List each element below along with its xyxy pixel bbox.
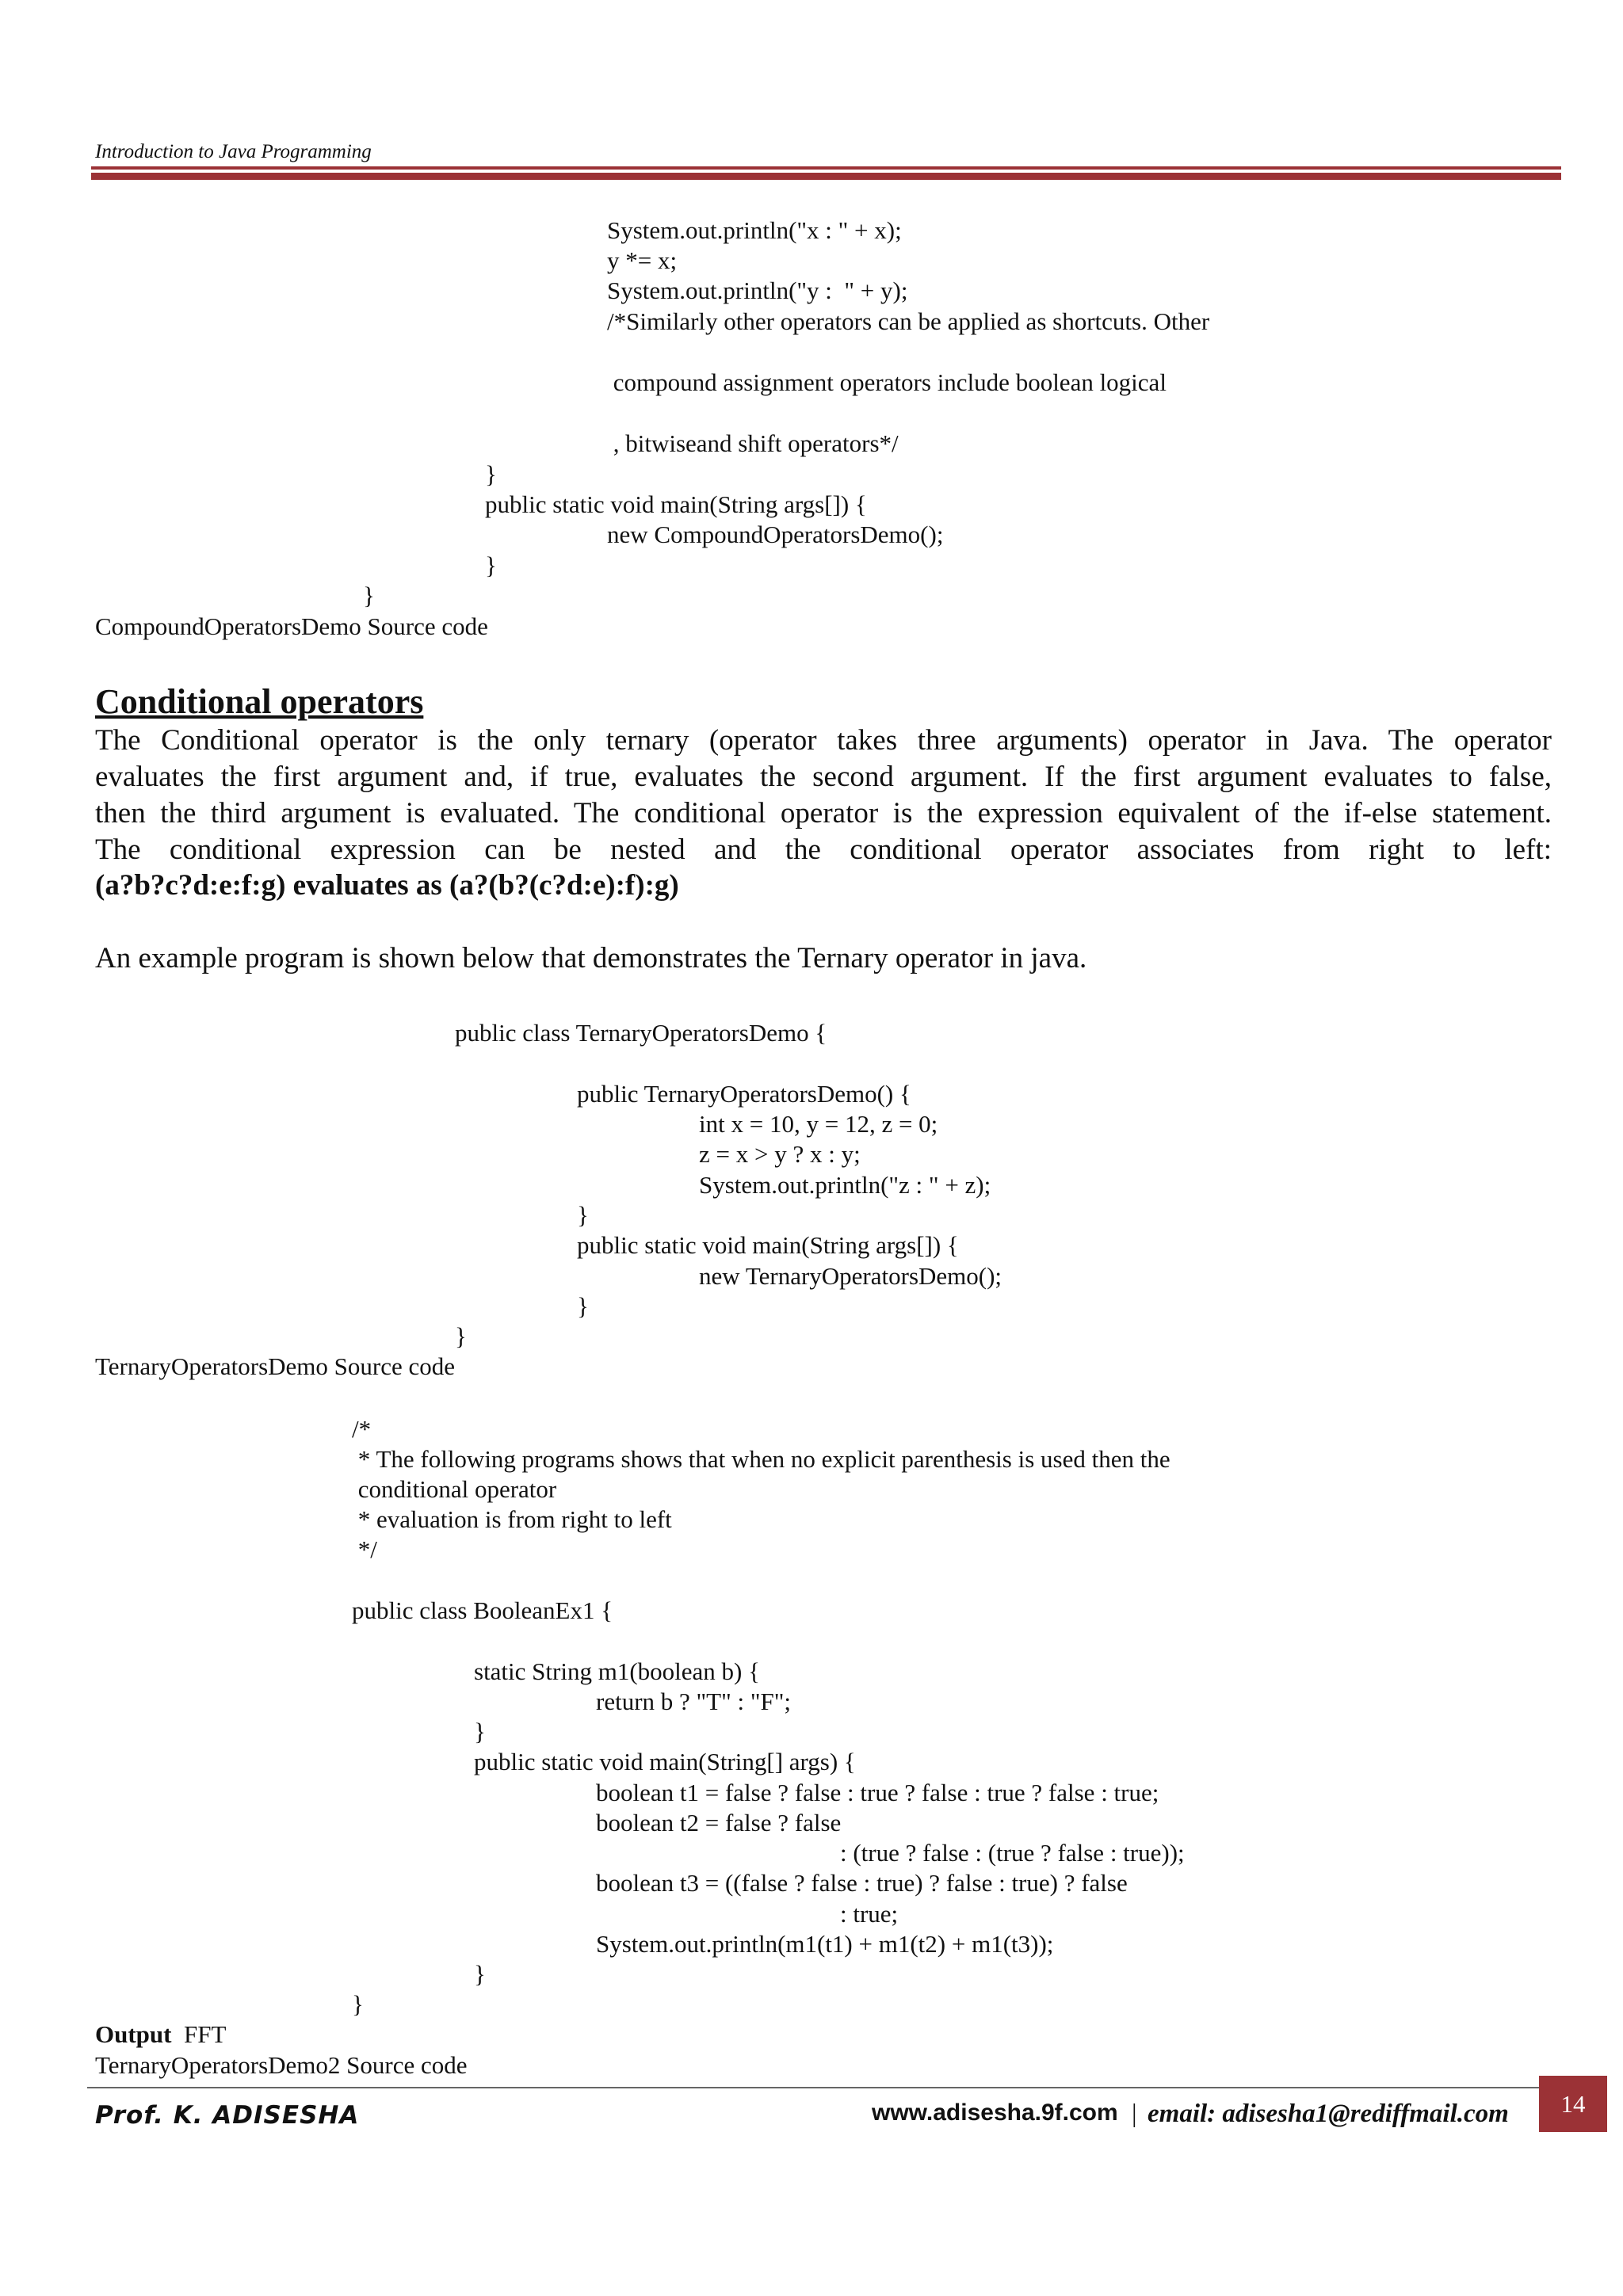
code-line: public class TernaryOperatorsDemo { xyxy=(455,1019,827,1047)
code-line: } xyxy=(485,460,497,488)
paragraph-line: evaluates the first argument and, if true, evaluates the second argument. If the first argument evaluates to false, xyxy=(95,761,1552,793)
code-line: , bitwiseand shift operators*/ xyxy=(607,429,899,457)
footer-website: www.adisesha.9f.com xyxy=(872,2100,1118,2126)
code-line: static String m1(boolean b) { xyxy=(474,1657,760,1685)
output-line xyxy=(95,2019,226,2050)
code-line: /* xyxy=(352,1415,372,1443)
code-line: } xyxy=(363,582,375,609)
paragraph-line: The conditional expression can be nested and the conditional operator associates from right to left: xyxy=(95,833,1552,866)
source-caption: TernaryOperatorsDemo2 Source code xyxy=(95,2051,468,2079)
code-line: System.out.println("z : " + z); xyxy=(699,1171,991,1199)
code-line: } xyxy=(577,1292,589,1320)
nesting-example: (a?b?c?d:e:f:g) evaluates as (a?(b?(c?d:e):f):g) xyxy=(95,869,679,902)
code-line: boolean t1 = false ? false : true ? false : true ? false : true; xyxy=(596,1779,1159,1806)
code-line: public TernaryOperatorsDemo() { xyxy=(577,1080,911,1108)
code-line: } xyxy=(455,1322,467,1350)
source-caption: CompoundOperatorsDemo Source code xyxy=(95,612,488,640)
code-line: System.out.println("y : " + y); xyxy=(607,277,908,304)
section-heading: Conditional operators xyxy=(95,682,424,721)
code-line: public class BooleanEx1 { xyxy=(352,1596,613,1624)
code-line: } xyxy=(485,551,497,579)
code-line: conditional operator xyxy=(352,1475,557,1503)
footer-email: email: adisesha1@rediffmail.com xyxy=(1148,2100,1509,2128)
running-header: Introduction to Java Programming xyxy=(95,141,372,162)
footer-rule xyxy=(87,2087,1545,2088)
code-line: } xyxy=(577,1201,589,1229)
paragraph-line: The Conditional operator is the only ternary (operator takes three arguments) operator in Java. The operator xyxy=(95,724,1552,757)
source-caption: TernaryOperatorsDemo Source code xyxy=(95,1352,456,1380)
code-line: public static void main(String[] args) { xyxy=(474,1748,856,1775)
code-line: y *= x; xyxy=(607,246,678,274)
paragraph-line: then the third argument is evaluated. The conditional operator is the expression equivalent of the if-else statement. xyxy=(95,797,1552,830)
code-line: System.out.println("x : " + x); xyxy=(607,216,902,244)
code-line: return b ? "T" : "F"; xyxy=(596,1688,792,1715)
output-value: FFT xyxy=(183,2020,227,2048)
code-line: boolean t3 = ((false ? false : true) ? false : true) ? false xyxy=(596,1869,1128,1897)
page-number: 14 xyxy=(1539,2076,1607,2132)
code-line: public static void main(String args[]) { xyxy=(577,1231,959,1259)
code-line: } xyxy=(352,1990,364,2018)
code-line: } xyxy=(474,1718,486,1745)
output-label: Output xyxy=(95,2020,172,2048)
code-line: : true; xyxy=(840,1900,899,1928)
code-line: new TernaryOperatorsDemo(); xyxy=(699,1262,1002,1290)
code-line: : (true ? false : (true ? false : true)); xyxy=(840,1839,1185,1867)
code-line: public static void main(String args[]) { xyxy=(485,490,867,518)
code-line: /*Similarly other operators can be applied as shortcuts. Other xyxy=(607,307,1210,335)
footer-separator: | xyxy=(1132,2100,1137,2128)
header-rule-thin xyxy=(91,166,1561,170)
footer-author: Prof. K. ADISESHA xyxy=(95,2101,360,2130)
code-line: */ xyxy=(352,1535,377,1563)
code-line: boolean t2 = false ? false xyxy=(596,1809,842,1836)
code-line: * evaluation is from right to left xyxy=(352,1505,672,1533)
example-intro: An example program is shown below that demonstrates the Ternary operator in java. xyxy=(95,942,1087,974)
code-line: int x = 10, y = 12, z = 0; xyxy=(699,1110,938,1138)
header-rule-thick xyxy=(91,173,1561,180)
code-line: System.out.println(m1(t1) + m1(t2) + m1(t3)); xyxy=(596,1930,1054,1958)
code-line: compound assignment operators include boolean logical xyxy=(607,368,1167,396)
code-line: * The following programs shows that when no explicit parenthesis is used then the xyxy=(352,1445,1170,1473)
code-line: new CompoundOperatorsDemo(); xyxy=(607,521,944,548)
code-line: } xyxy=(474,1960,486,1988)
code-line: z = x > y ? x : y; xyxy=(699,1140,861,1168)
